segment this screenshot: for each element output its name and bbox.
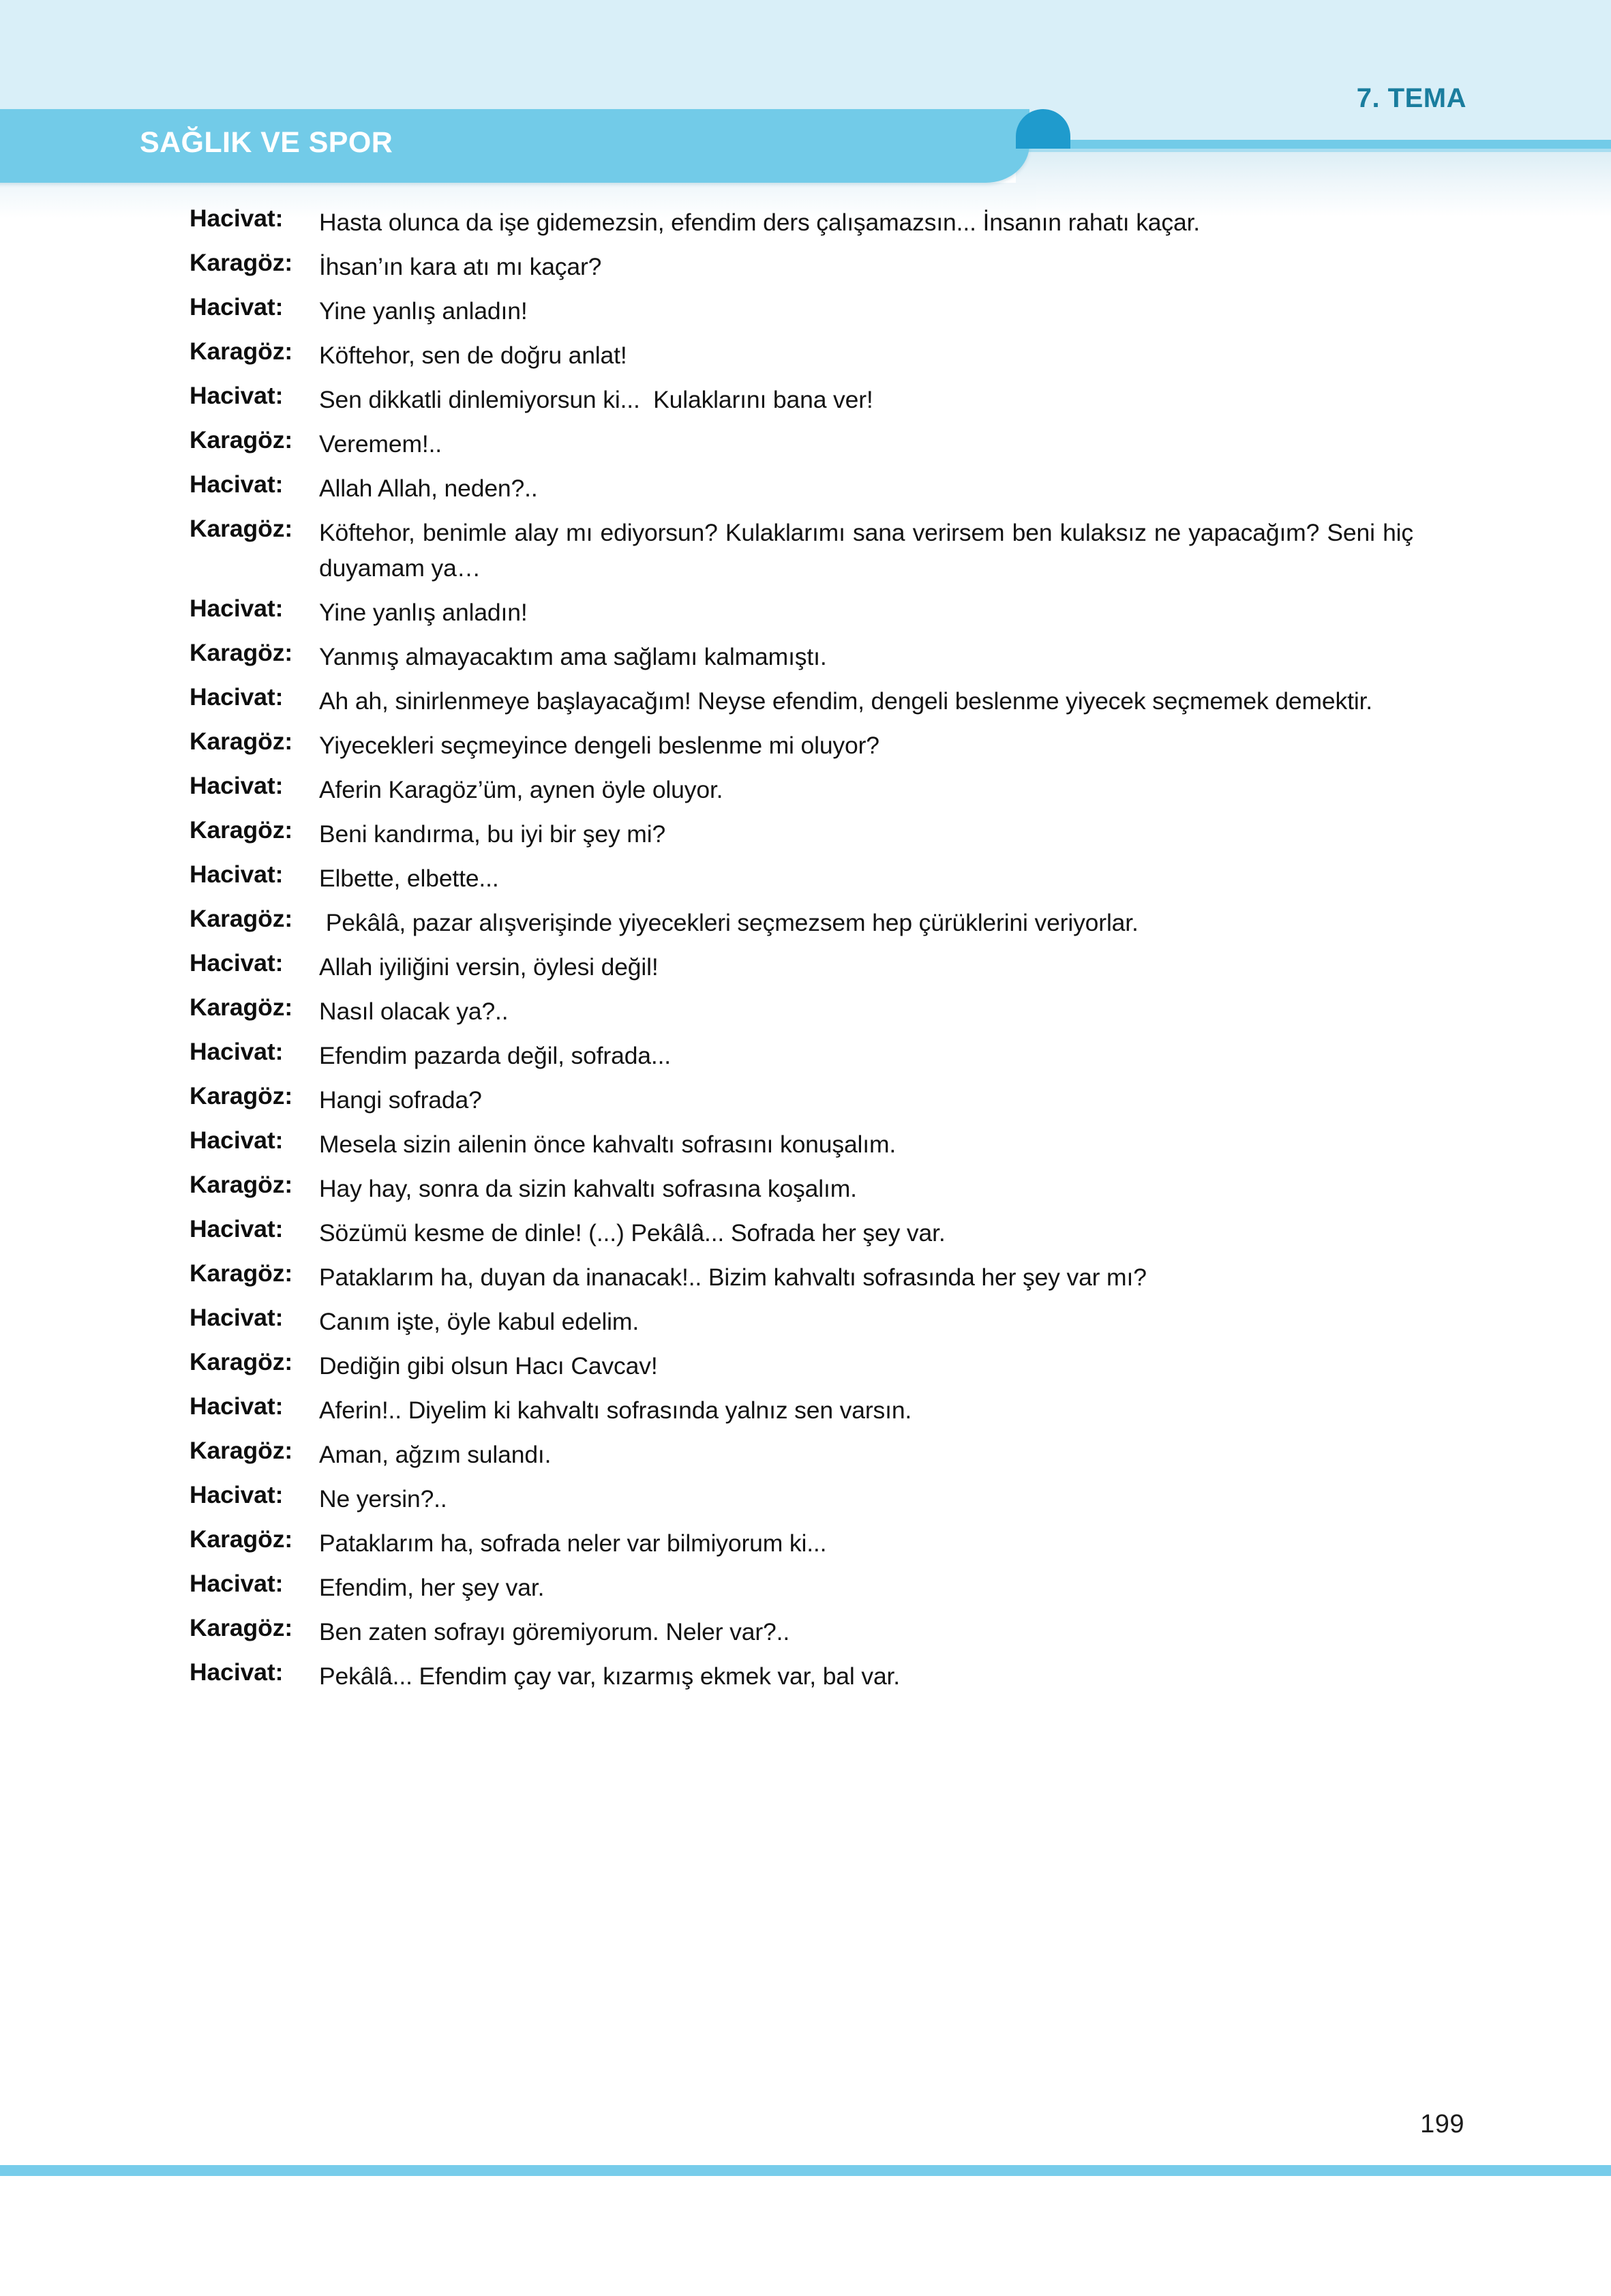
dialogue-text: Pataklarım ha, sofrada neler var bilmiyorum ki... [319,1530,827,1557]
dialogue-line [0,1570,1611,1605]
header-rule [1026,140,1611,149]
dialogue-speaker: Karagöz: [190,1614,293,1641]
dialogue-text: Allah iyiliğini versin, öylesi değil! [319,953,659,981]
page-number: 199 [1420,2110,1464,2138]
dialogue-line [0,338,1611,373]
dialogue-speaker: Hacivat: [190,683,284,711]
dialogue-body [0,205,1611,1703]
dialogue-line [0,1038,1611,1073]
dialogue-line [0,994,1611,1029]
dialogue-text: Hangi sofrada? [319,1086,482,1114]
dialogue-line [0,1215,1611,1251]
dialogue-text: Hay hay, sonra da sizin kahvaltı sofrasına koşalım. [319,1175,857,1202]
dialogue-speaker: Karagöz: [190,338,293,365]
dialogue-line [0,1658,1611,1694]
dialogue-text: Aferin!.. Diyelim ki kahvaltı sofrasında yalnız sen varsın. [319,1397,912,1424]
dialogue-text: Pekâlâ, pazar alışverişinde yiyecekleri seçmezsem hep çürüklerini veriyorlar. [319,909,1139,936]
page-header [0,0,1611,205]
dialogue-text: Efendim, her şey var. [319,1574,545,1601]
dialogue-speaker: Hacivat: [190,772,284,799]
dialogue-speaker: Karagöz: [190,905,293,932]
dialogue-speaker: Karagöz: [190,1525,293,1553]
dialogue-speaker: Hacivat: [190,205,284,232]
dialogue-text: Sözümü kesme de dinle! (...) Pekâlâ... Sofrada her şey var. [319,1219,946,1247]
dialogue-speaker: Hacivat: [190,1481,284,1508]
dialogue-text: Yine yanlış anladın! [319,599,528,626]
dialogue-text: Köftehor, benimle alay mı ediyorsun? Kulaklarımı sana verirsem ben kulaksız ne yapacağım? Seni hiç duyamam ya… [319,519,1420,582]
dialogue-speaker: Hacivat: [190,1570,284,1597]
dialogue-text: Nasıl olacak ya?.. [319,998,509,1025]
dialogue-speaker: Karagöz: [190,426,293,453]
dialogue-line [0,1481,1611,1517]
dialogue-text: Pataklarım ha, duyan da inanacak!.. Bizim kahvaltı sofrasında her şey var mı? [319,1264,1147,1291]
dialogue-speaker: Karagöz: [190,1437,293,1464]
dialogue-text: Beni kandırma, bu iyi bir şey mi? [319,820,666,848]
dialogue-line [0,772,1611,807]
dialogue-line [0,1348,1611,1384]
dialogue-text: Ne yersin?.. [319,1485,447,1512]
dialogue-text: Allah Allah, neden?.. [319,475,538,502]
dialogue-text: Aman, ağzım sulandı. [319,1441,552,1468]
dialogue-line [0,905,1611,940]
dialogue-line [0,1127,1611,1162]
dialogue-speaker: Karagöz: [190,728,293,755]
dialogue-speaker: Hacivat: [190,861,284,888]
dialogue-text: Ah ah, sinirlenmeye başlayacağım! Neyse efendim, dengeli beslenme yiyecek seçmemek demektir. [319,687,1372,715]
dialogue-line [0,861,1611,896]
dialogue-line [0,205,1611,240]
dialogue-speaker: Karagöz: [190,1259,293,1287]
dialogue-speaker: Hacivat: [190,1127,284,1154]
dialogue-line [0,471,1611,506]
footer-rule [0,2165,1611,2176]
dialogue-line [0,639,1611,674]
dialogue-line [0,1525,1611,1561]
dialogue-speaker: Hacivat: [190,949,284,976]
dialogue-line [0,382,1611,417]
theme-number-label: 7. TEMA [1356,83,1466,113]
dialogue-line [0,1082,1611,1118]
dialogue-text: Aferin Karagöz’üm, aynen öyle oluyor. [319,776,723,803]
header-rule-secondary [1026,149,1611,152]
dialogue-line [0,515,1611,586]
dialogue-text: Yine yanlış anladın! [319,297,528,325]
dialogue-speaker: Karagöz: [190,994,293,1021]
dialogue-speaker: Karagöz: [190,1171,293,1198]
theme-banner [0,109,1029,183]
theme-banner-title: SAĞLIK VE SPOR [140,126,393,159]
dialogue-speaker: Hacivat: [190,382,284,409]
dialogue-line [0,293,1611,329]
dialogue-speaker: Hacivat: [190,1304,284,1331]
dialogue-speaker: Hacivat: [190,293,284,320]
dialogue-text: Canım işte, öyle kabul edelim. [319,1308,639,1335]
dialogue-speaker: Karagöz: [190,515,293,542]
dialogue-text: Mesela sizin ailenin önce kahvaltı sofrasını konuşalım. [319,1131,897,1158]
dialogue-text: Dediğin gibi olsun Hacı Cavcav! [319,1352,658,1380]
dialogue-line [0,949,1611,985]
dialogue-text: Sen dikkatli dinlemiyorsun ki... Kulaklarını bana ver! [319,386,873,413]
dialogue-speaker: Karagöz: [190,639,293,666]
dialogue-speaker: Karagöz: [190,816,293,844]
dialogue-line [0,426,1611,462]
dialogue-line [0,683,1611,719]
dialogue-text: Yanmış almayacaktım ama sağlamı kalmamıştı. [319,643,827,670]
dialogue-text: Hasta olunca da işe gidemezsin, efendim ders çalışamazsın... İnsanın rahatı kaçar. [319,209,1201,236]
dialogue-text: Elbette, elbette... [319,865,499,892]
dialogue-line [0,1259,1611,1295]
dialogue-speaker: Hacivat: [190,595,284,622]
dialogue-text: Veremem!.. [319,430,442,458]
dialogue-line [0,1392,1611,1428]
dialogue-line [0,595,1611,630]
dialogue-text: Yiyecekleri seçmeyince dengeli beslenme mi oluyor? [319,732,879,759]
dialogue-speaker: Karagöz: [190,1082,293,1109]
dialogue-speaker: Karagöz: [190,1348,293,1375]
dialogue-line [0,249,1611,284]
dialogue-line [0,1614,1611,1650]
dialogue-line [0,1437,1611,1472]
dialogue-speaker: Hacivat: [190,1658,284,1686]
dialogue-text: İhsan’ın kara atı mı kaçar? [319,253,602,280]
dialogue-text: Efendim pazarda değil, sofrada... [319,1042,672,1069]
dialogue-speaker: Hacivat: [190,1215,284,1242]
dialogue-text: Pekâlâ... Efendim çay var, kızarmış ekmek var, bal var. [319,1663,900,1690]
dialogue-speaker: Karagöz: [190,249,293,276]
dialogue-line [0,1304,1611,1339]
dialogue-speaker: Hacivat: [190,471,284,498]
dialogue-line [0,816,1611,852]
dialogue-speaker: Hacivat: [190,1392,284,1420]
dialogue-text: Köftehor, sen de doğru anlat! [319,342,627,369]
dialogue-line [0,1171,1611,1206]
dialogue-speaker: Hacivat: [190,1038,284,1065]
dialogue-line [0,728,1611,763]
dialogue-text: Ben zaten sofrayı göremiyorum. Neler var?.. [319,1618,790,1645]
